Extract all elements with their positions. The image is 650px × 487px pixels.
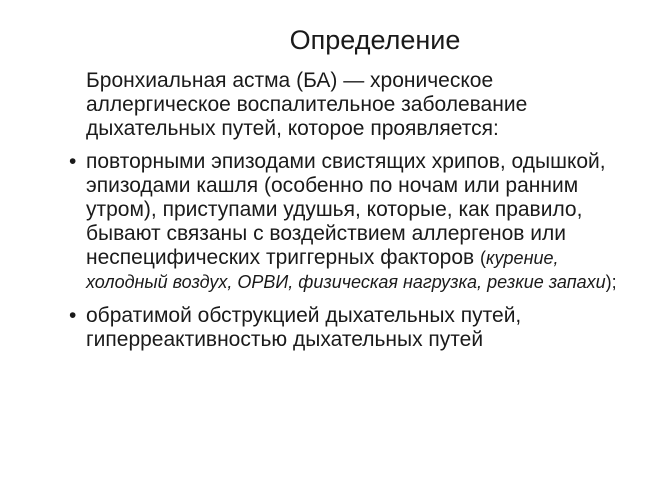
bullet-list — [69, 150, 644, 362]
bullet-text-symptoms: повторными эпизодами свистящих хрипов, одышкой, эпизодами кашля (особенно по ночам или ранним утром), приступами удушья, которые, как правило, бывают связаны с воздействием аллергенов или неспецифических триггерных факторов — [86, 150, 606, 269]
bullet-dot-icon: • — [69, 304, 77, 327]
bullet-item-symptoms — [69, 150, 644, 294]
definition-intro: Бронхиальная астма (БА) — хроническое аллергическое воспалительное заболевание дыхательных путей, которое проявляется: — [86, 69, 528, 140]
bullet-dot-icon: • — [69, 150, 77, 173]
bullet-text-obstruction: обратимой обструкцией дыхательных путей, гиперреактивностью дыхательных путей — [86, 304, 522, 351]
aside-open-paren: ( — [480, 248, 487, 268]
bullet-item-obstruction — [69, 304, 644, 352]
slide-title: Определение — [289, 25, 461, 55]
aside-close-paren: ); — [605, 272, 617, 292]
aside-trigger-list: курение, холодный воздух, ОРВИ, физическая нагрузка, резкие запахи — [86, 248, 606, 292]
